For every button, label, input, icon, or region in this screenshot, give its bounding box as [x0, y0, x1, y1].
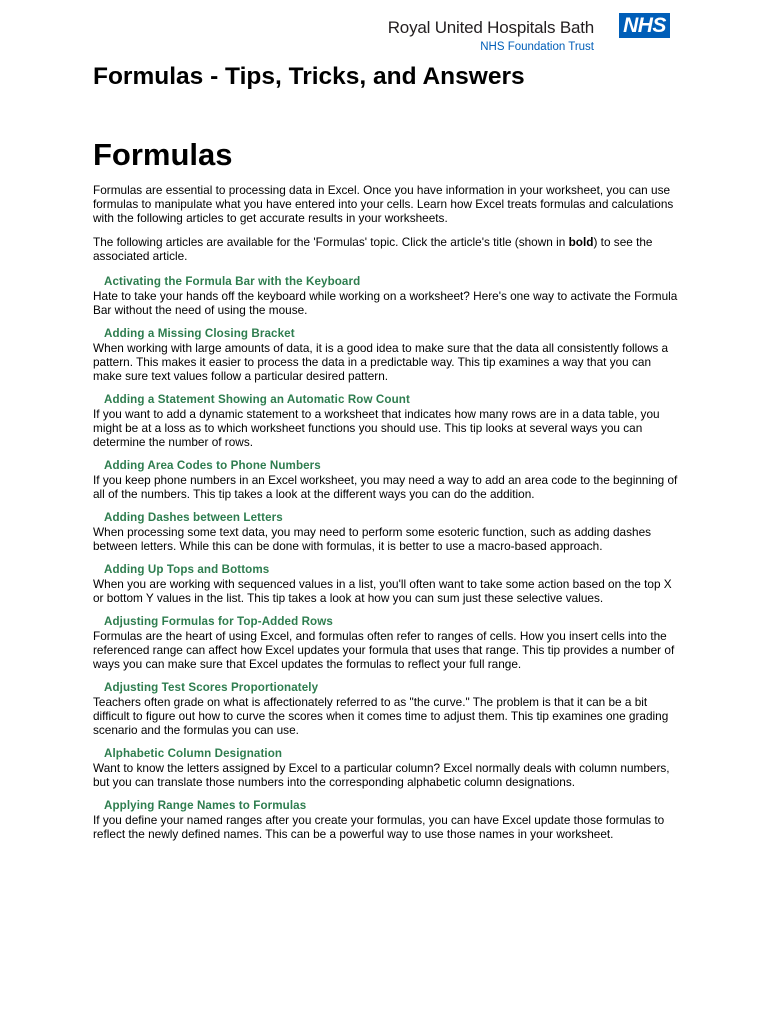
section-title: Formulas — [93, 137, 233, 172]
article-title-link[interactable]: Adding a Missing Closing Bracket — [104, 327, 295, 340]
header-logo — [370, 12, 670, 56]
article-description: When working with large amounts of data, it is a good idea to make sure that the data all consistently follows a pattern. This makes it easier to process the data in a predictable way. This tip examines a way that you can make sure text values follow a particular desired pattern. — [93, 341, 669, 383]
article-item — [93, 799, 683, 841]
article-description: When you are working with sequenced values in a list, you'll often want to take some action based on the top X or bottom Y values in the list. This tip takes a look at how you can sum just these selective values. — [93, 577, 672, 605]
article-item — [93, 681, 683, 737]
article-title-link[interactable]: Adding Area Codes to Phone Numbers — [104, 459, 321, 472]
article-description: If you want to add a dynamic statement to a worksheet that indicates how many rows are in a data table, you might be at a loss as to which worksheet functions you should use. This tip looks at several ways you can determine the number of rows. — [93, 407, 660, 449]
nhs-logo: NHS — [619, 13, 670, 38]
article-title-link[interactable]: Adding Up Tops and Bottoms — [104, 563, 270, 576]
article-description: If you keep phone numbers in an Excel worksheet, you may need a way to add an area code to the beginning of all of the numbers. This tip takes a look at the different ways you can do the addition. — [93, 473, 678, 501]
org-trust: NHS Foundation Trust — [480, 41, 594, 53]
article-description: When processing some text data, you may need to perform some esoteric function, such as adding dashes between letters. While this can be done with formulas, it is better to use a macro-based approach. — [93, 525, 652, 553]
article-item — [93, 327, 683, 383]
article-description: Hate to take your hands off the keyboard while working on a worksheet? Here's one way to activate the Formula Bar without the need of using the mouse. — [93, 289, 678, 317]
article-item — [93, 275, 683, 317]
article-title-link[interactable]: Adjusting Formulas for Top-Added Rows — [104, 615, 333, 628]
article-description: Want to know the letters assigned by Excel to a particular column? Excel normally deals with column numbers, but you can translate those numbers into the corresponding alphabetic column designations. — [93, 761, 670, 789]
article-title-link[interactable]: Adding a Statement Showing an Automatic Row Count — [104, 393, 410, 406]
article-title-link[interactable]: Alphabetic Column Designation — [104, 747, 283, 760]
doc-title: Formulas - Tips, Tricks, and Answers — [93, 63, 525, 90]
article-item — [93, 511, 683, 553]
article-title-link[interactable]: Applying Range Names to Formulas — [104, 799, 307, 812]
intro-instructions-after: ) to see the associated article. — [93, 235, 653, 263]
article-description: Teachers often grade on what is affectionately referred to as "the curve." The problem is that it can be a bit difficult to figure out how to curve the scores when it comes time to adjust them. This tip examines one grading scenario and the formulas you can use. — [93, 695, 669, 737]
article-description: Formulas are the heart of using Excel, and formulas often refer to ranges of cells. How you insert cells into the referenced range can affect how Excel updates your formula that uses that range. This tip provides a number of ways you can make sure that Excel updates the formulas to reflect your full range. — [93, 629, 675, 671]
article-title-link[interactable]: Activating the Formula Bar with the Keyboard — [104, 275, 361, 288]
article-title-link[interactable]: Adjusting Test Scores Proportionately — [104, 681, 319, 694]
intro-instructions-bold: bold — [568, 235, 594, 249]
intro-instructions-before: The following articles are available for the 'Formulas' topic. Click the article's title (shown in — [93, 235, 569, 249]
article-item — [93, 615, 683, 671]
article-description: If you define your named ranges after you create your formulas, you can have Excel update those formulas to reflect the newly defined names. This can be a powerful way to use those names in your worksheet. — [93, 813, 665, 841]
article-item — [93, 393, 683, 449]
intro-paragraph: Formulas are essential to processing data in Excel. Once you have information in your worksheet, you can use formulas to manipulate what you have entered into your cells. Learn how Excel treats formulas and calculations with the following articles to get accurate results in your worksheets. — [93, 183, 674, 225]
article-item — [93, 459, 683, 501]
article-item — [93, 563, 683, 605]
content — [93, 183, 683, 851]
article-title-link[interactable]: Adding Dashes between Letters — [104, 511, 283, 524]
article-item — [93, 747, 683, 789]
intro-instructions — [93, 235, 683, 263]
org-name: Royal United Hospitals Bath — [387, 18, 594, 37]
